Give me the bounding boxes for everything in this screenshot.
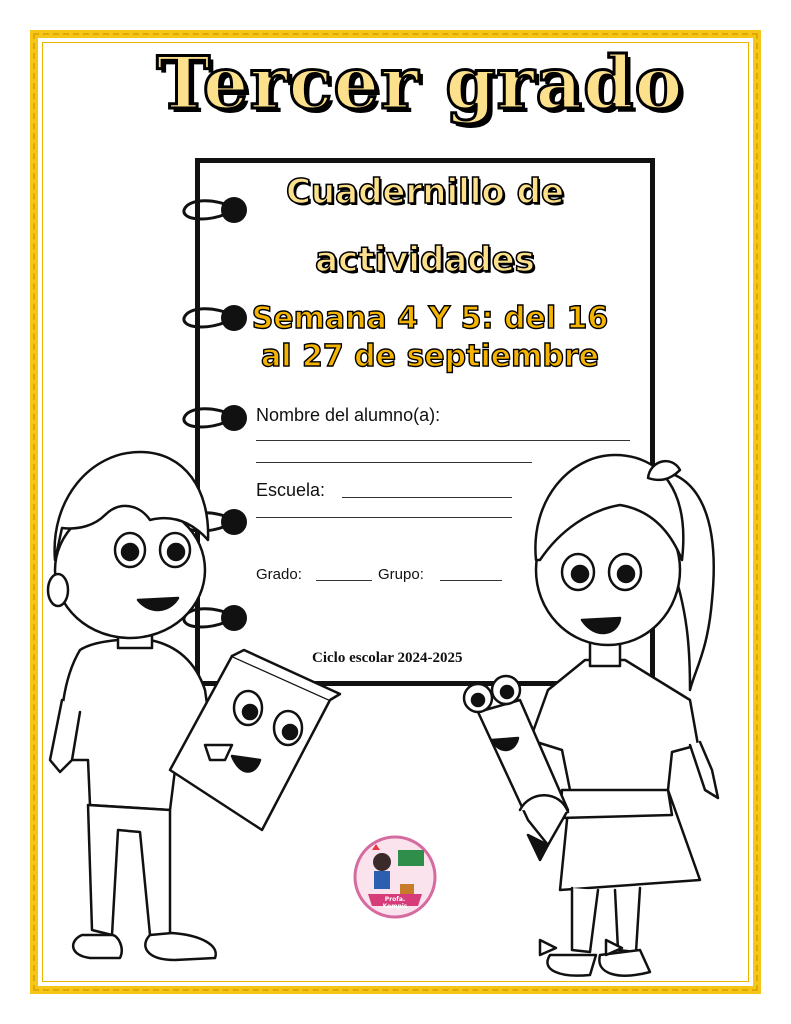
grade-label: Grado: (256, 566, 302, 583)
logo-line1: Profa. (384, 896, 406, 903)
school-label: Escuela: (256, 480, 326, 500)
logo-caption (372, 896, 418, 910)
logo-line2: Kempis (382, 903, 408, 910)
notebook-heading-line1: Cuadernillo de (285, 172, 565, 212)
girl-figure (530, 455, 718, 976)
group-label: Grupo: (378, 566, 424, 583)
student-name-label: Nombre del alumno(a): (256, 405, 441, 425)
page-title: Tercer grado (156, 40, 684, 125)
school-cycle: Ciclo escolar 2024-2025 (312, 650, 463, 666)
boy-figure (48, 452, 216, 960)
week-line1: Semana 4 Y 5: del 16 (251, 301, 609, 336)
week-line2: al 27 de septiembre (261, 339, 599, 374)
notebook-heading-line2: actividades (315, 240, 535, 280)
